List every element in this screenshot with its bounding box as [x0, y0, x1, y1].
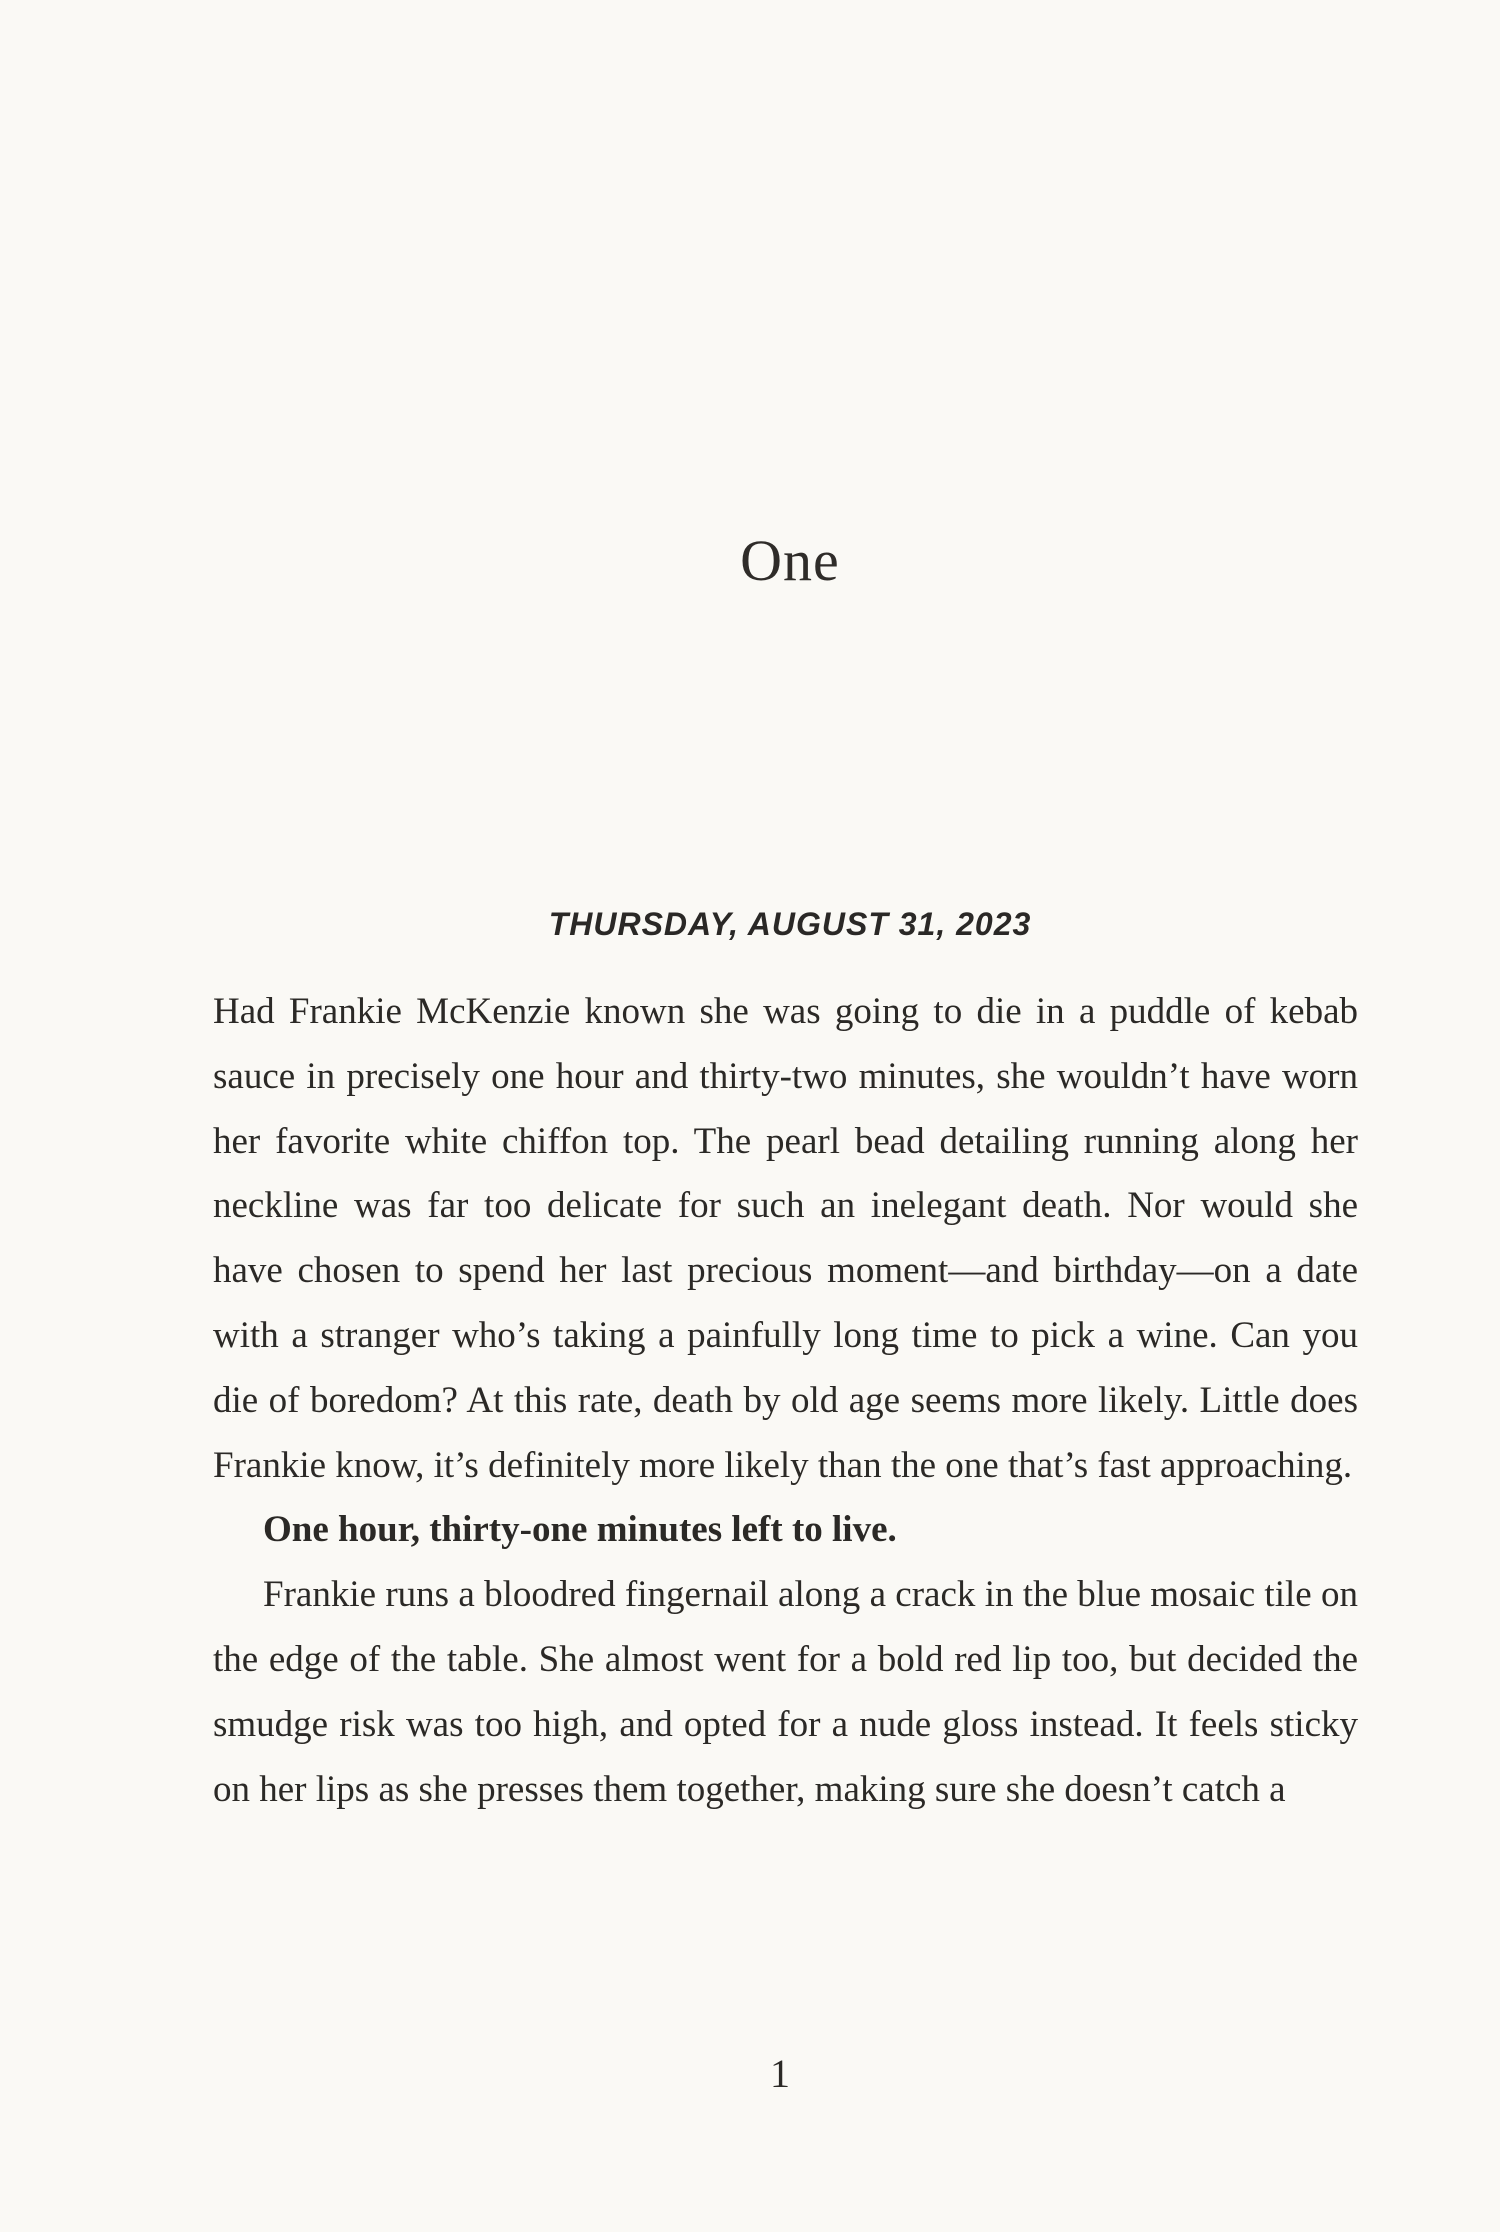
chapter-title: One	[740, 527, 840, 593]
paragraph-1: Had Frankie McKenzie known she was going to die in a puddle of kebab sauce in precisely one hour and thirty-two minutes, she wouldn’t have worn her favorite white chiffon top. The pearl bead detailing running along her neckline was far too delicate for such an inelegant death. Nor would she have chosen to spend her last precious moment—and birthday—on a date with a stranger who’s taking a painfully long time to pick a wine. Can you die of boredom? At this rate, death by old age seems more likely. Little does Frankie know, it’s definitely more likely than the one that’s fast approaching.	[213, 991, 1358, 1486]
dateline: THURSDAY, AUGUST 31, 2023	[548, 906, 1032, 942]
body-text	[213, 980, 1358, 1822]
paragraph-2-time-left: One hour, thirty-one minutes left to live.	[263, 1509, 897, 1551]
paragraph-3: Frankie runs a bloodred fingernail along a crack in the blue mosaic tile on the edge of the table. She almost went for a bold red lip too, but decided the smudge risk was too high, and opted for a nude gloss instead. It feels sticky on her lips as she presses them together, making sure she doesn’t catch a	[213, 1574, 1358, 1810]
page-number: 1	[770, 2051, 790, 2096]
